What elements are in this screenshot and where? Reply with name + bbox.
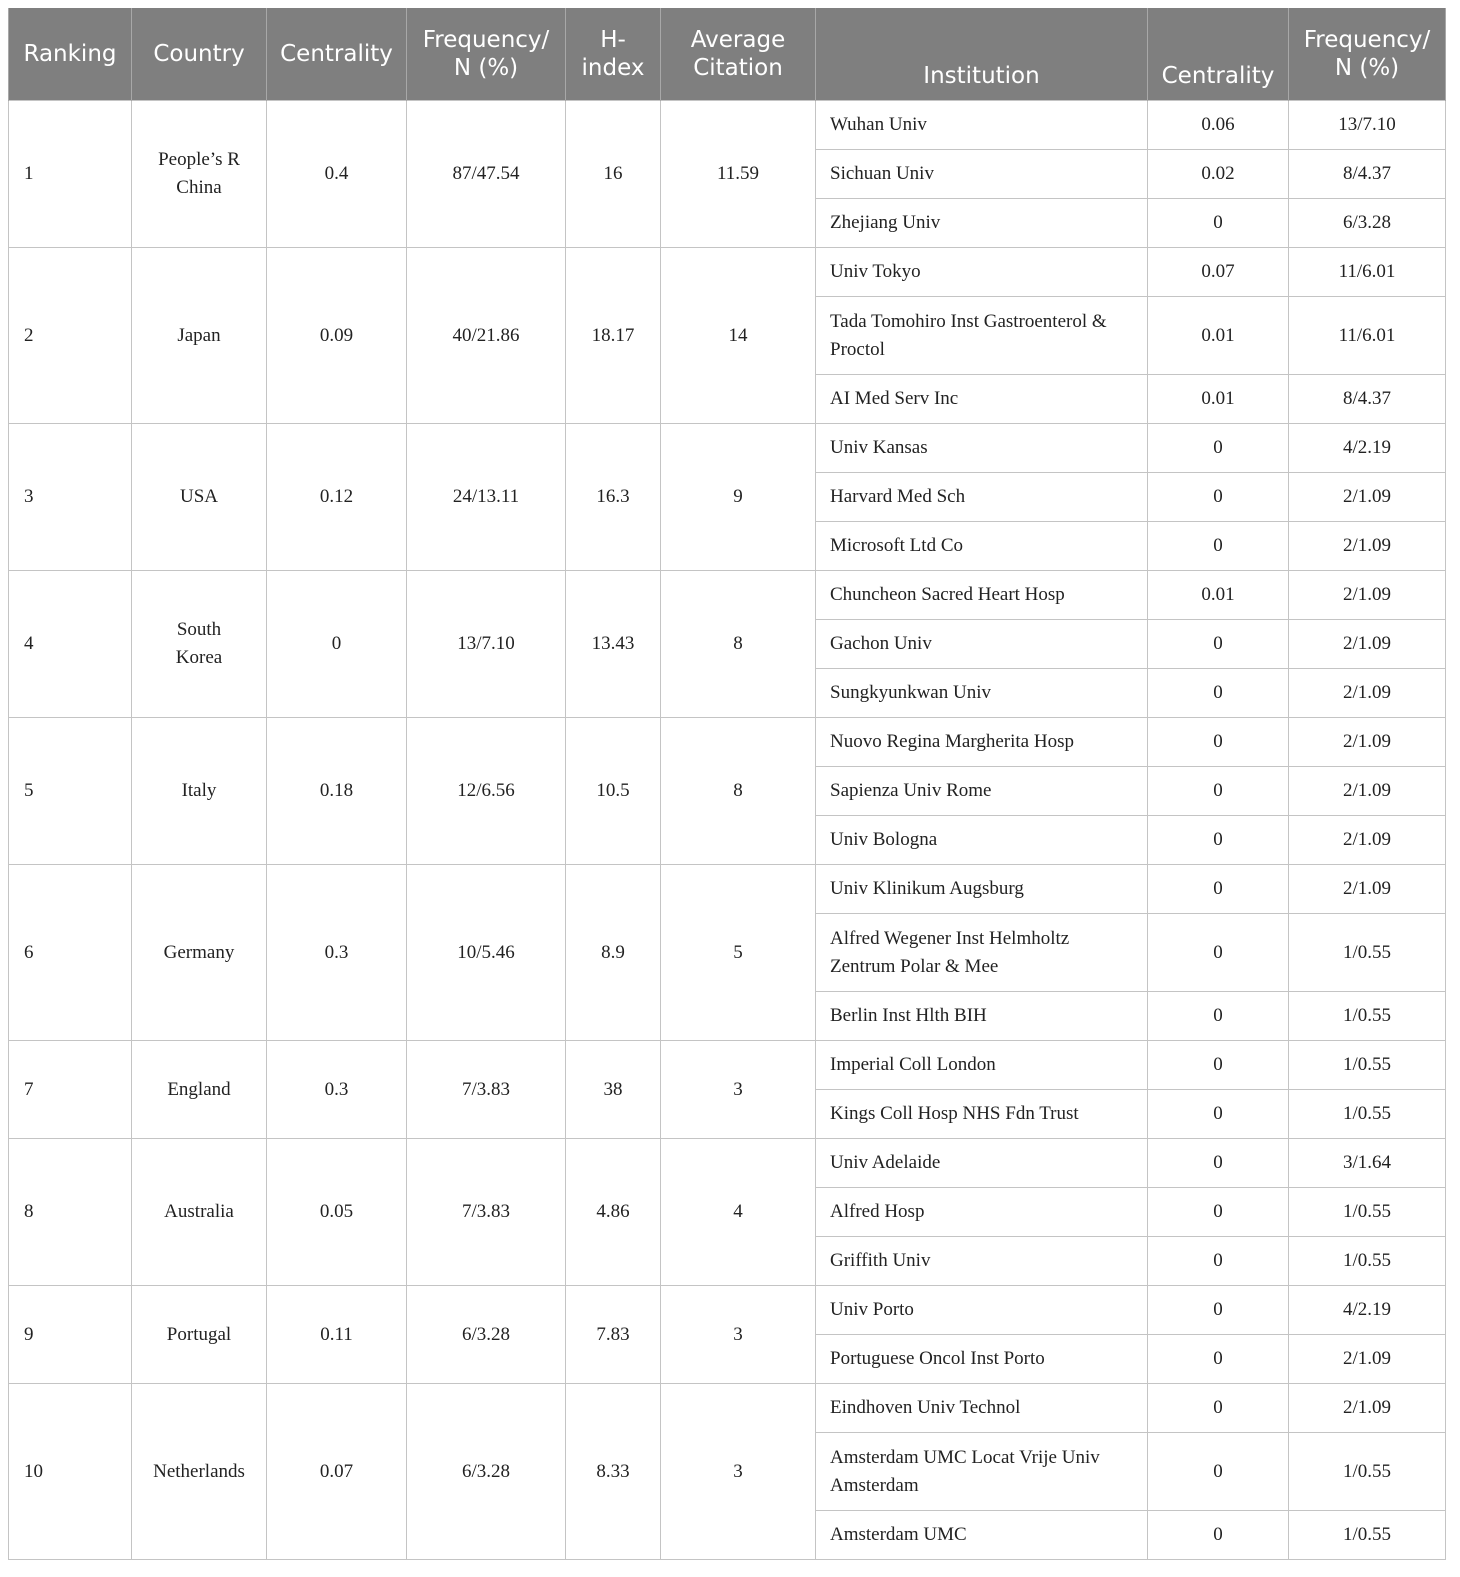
- country-cell: Japan: [132, 248, 267, 424]
- country-frequency-cell: 7/3.83: [407, 1139, 566, 1286]
- country-cell: Germany: [132, 865, 267, 1041]
- institution-frequency-cell: 2/1.09: [1289, 816, 1446, 865]
- institution-centrality-cell: 0: [1148, 473, 1289, 522]
- hindex-cell: 18.17: [566, 248, 661, 424]
- hindex-cell: 16.3: [566, 424, 661, 571]
- average-citation-cell: 5: [661, 865, 816, 1041]
- ranking-cell: 9: [9, 1286, 132, 1384]
- institution-name-cell: Sungkyunkwan Univ: [816, 669, 1148, 718]
- country-centrality-cell: 0.07: [267, 1384, 407, 1560]
- table-row: [9, 571, 1446, 620]
- institution-name-cell: Alfred Hosp: [816, 1188, 1148, 1237]
- country-cell: Italy: [132, 718, 267, 865]
- country-frequency-cell: 10/5.46: [407, 865, 566, 1041]
- institution-centrality-cell: 0: [1148, 816, 1289, 865]
- institution-name-cell: Portuguese Oncol Inst Porto: [816, 1335, 1148, 1384]
- country-cell: People’s R China: [132, 101, 267, 248]
- country-cell: Australia: [132, 1139, 267, 1286]
- institution-centrality-cell: 0: [1148, 914, 1289, 992]
- institution-frequency-cell: 4/2.19: [1289, 424, 1446, 473]
- institution-frequency-cell: 4/2.19: [1289, 1286, 1446, 1335]
- ranking-cell: 4: [9, 571, 132, 718]
- institution-frequency-cell: 8/4.37: [1289, 150, 1446, 199]
- institution-frequency-cell: 2/1.09: [1289, 718, 1446, 767]
- institution-frequency-cell: 1/0.55: [1289, 1090, 1446, 1139]
- header-average-citation: Average Citation: [661, 8, 816, 101]
- table-row: [9, 1041, 1446, 1090]
- ranking-cell: 8: [9, 1139, 132, 1286]
- hindex-cell: 8.33: [566, 1384, 661, 1560]
- institution-name-cell: Sichuan Univ: [816, 150, 1148, 199]
- institution-frequency-cell: 11/6.01: [1289, 248, 1446, 297]
- table-row: [9, 718, 1446, 767]
- institution-name-cell: Kings Coll Hosp NHS Fdn Trust: [816, 1090, 1148, 1139]
- hindex-cell: 38: [566, 1041, 661, 1139]
- average-citation-cell: 11.59: [661, 101, 816, 248]
- institution-name-cell: Univ Porto: [816, 1286, 1148, 1335]
- table-row: [9, 1384, 1446, 1433]
- institution-frequency-cell: 1/0.55: [1289, 1433, 1446, 1511]
- institution-name-cell: Amsterdam UMC: [816, 1511, 1148, 1560]
- ranking-cell: 5: [9, 718, 132, 865]
- country-cell: England: [132, 1041, 267, 1139]
- country-institution-table: [8, 8, 1446, 1560]
- institution-name-cell: Univ Bologna: [816, 816, 1148, 865]
- average-citation-cell: 3: [661, 1041, 816, 1139]
- institution-centrality-cell: 0: [1148, 620, 1289, 669]
- country-centrality-cell: 0.3: [267, 1041, 407, 1139]
- institution-name-cell: Nuovo Regina Margherita Hosp: [816, 718, 1148, 767]
- institution-frequency-cell: 2/1.09: [1289, 522, 1446, 571]
- institution-centrality-cell: 0: [1148, 1188, 1289, 1237]
- institution-centrality-cell: 0: [1148, 767, 1289, 816]
- institution-name-cell: Berlin Inst Hlth BIH: [816, 992, 1148, 1041]
- institution-centrality-cell: 0: [1148, 1384, 1289, 1433]
- institution-frequency-cell: 6/3.28: [1289, 199, 1446, 248]
- header-country: Country: [132, 8, 267, 101]
- header-institution-frequency: Frequency/ N (%): [1289, 8, 1446, 101]
- hindex-cell: 10.5: [566, 718, 661, 865]
- average-citation-cell: 4: [661, 1139, 816, 1286]
- country-centrality-cell: 0.11: [267, 1286, 407, 1384]
- institution-centrality-cell: 0.01: [1148, 297, 1289, 375]
- institution-centrality-cell: 0: [1148, 1139, 1289, 1188]
- hindex-cell: 7.83: [566, 1286, 661, 1384]
- hindex-cell: 4.86: [566, 1139, 661, 1286]
- country-cell: Portugal: [132, 1286, 267, 1384]
- institution-frequency-cell: 2/1.09: [1289, 620, 1446, 669]
- institution-centrality-cell: 0: [1148, 1286, 1289, 1335]
- table-row: [9, 1139, 1446, 1188]
- country-cell: USA: [132, 424, 267, 571]
- country-frequency-cell: 13/7.10: [407, 571, 566, 718]
- institution-frequency-cell: 1/0.55: [1289, 914, 1446, 992]
- country-centrality-cell: 0: [267, 571, 407, 718]
- header-row: [9, 8, 1446, 101]
- institution-centrality-cell: 0: [1148, 522, 1289, 571]
- country-centrality-cell: 0.4: [267, 101, 407, 248]
- country-centrality-cell: 0.09: [267, 248, 407, 424]
- institution-frequency-cell: 1/0.55: [1289, 1237, 1446, 1286]
- average-citation-cell: 9: [661, 424, 816, 571]
- table-row: [9, 865, 1446, 914]
- institution-centrality-cell: 0: [1148, 865, 1289, 914]
- institution-frequency-cell: 11/6.01: [1289, 297, 1446, 375]
- header-centrality: Centrality: [267, 8, 407, 101]
- institution-name-cell: Eindhoven Univ Technol: [816, 1384, 1148, 1433]
- institution-frequency-cell: 2/1.09: [1289, 1335, 1446, 1384]
- ranking-cell: 3: [9, 424, 132, 571]
- institution-name-cell: Harvard Med Sch: [816, 473, 1148, 522]
- institution-centrality-cell: 0: [1148, 669, 1289, 718]
- institution-centrality-cell: 0: [1148, 1335, 1289, 1384]
- institution-name-cell: Chuncheon Sacred Heart Hosp: [816, 571, 1148, 620]
- header-institution-centrality: Centrality: [1148, 8, 1289, 101]
- institution-name-cell: Univ Kansas: [816, 424, 1148, 473]
- country-frequency-cell: 40/21.86: [407, 248, 566, 424]
- country-centrality-cell: 0.12: [267, 424, 407, 571]
- institution-centrality-cell: 0.01: [1148, 375, 1289, 424]
- country-frequency-cell: 24/13.11: [407, 424, 566, 571]
- table-body: [9, 101, 1446, 1560]
- header-hindex: H- index: [566, 8, 661, 101]
- institution-name-cell: Sapienza Univ Rome: [816, 767, 1148, 816]
- institution-name-cell: Univ Adelaide: [816, 1139, 1148, 1188]
- country-frequency-cell: 6/3.28: [407, 1384, 566, 1560]
- institution-centrality-cell: 0: [1148, 199, 1289, 248]
- institution-centrality-cell: 0.07: [1148, 248, 1289, 297]
- hindex-cell: 16: [566, 101, 661, 248]
- table-row: [9, 1286, 1446, 1335]
- institution-centrality-cell: 0: [1148, 1433, 1289, 1511]
- institution-frequency-cell: 2/1.09: [1289, 473, 1446, 522]
- institution-name-cell: Univ Klinikum Augsburg: [816, 865, 1148, 914]
- country-frequency-cell: 12/6.56: [407, 718, 566, 865]
- table-row: [9, 248, 1446, 297]
- table-container: [8, 8, 1445, 1560]
- average-citation-cell: 3: [661, 1286, 816, 1384]
- table-row: [9, 101, 1446, 150]
- institution-frequency-cell: 2/1.09: [1289, 767, 1446, 816]
- institution-centrality-cell: 0: [1148, 1041, 1289, 1090]
- ranking-cell: 6: [9, 865, 132, 1041]
- header-institution: Institution: [816, 8, 1148, 101]
- institution-centrality-cell: 0: [1148, 1090, 1289, 1139]
- country-cell: South Korea: [132, 571, 267, 718]
- institution-frequency-cell: 1/0.55: [1289, 1511, 1446, 1560]
- institution-name-cell: Univ Tokyo: [816, 248, 1148, 297]
- institution-frequency-cell: 1/0.55: [1289, 1188, 1446, 1237]
- institution-centrality-cell: 0.06: [1148, 101, 1289, 150]
- institution-frequency-cell: 1/0.55: [1289, 992, 1446, 1041]
- institution-frequency-cell: 13/7.10: [1289, 101, 1446, 150]
- ranking-cell: 2: [9, 248, 132, 424]
- ranking-cell: 10: [9, 1384, 132, 1560]
- country-centrality-cell: 0.05: [267, 1139, 407, 1286]
- institution-centrality-cell: 0: [1148, 1511, 1289, 1560]
- hindex-cell: 8.9: [566, 865, 661, 1041]
- institution-frequency-cell: 2/1.09: [1289, 669, 1446, 718]
- header-ranking: Ranking: [9, 8, 132, 101]
- institution-name-cell: Amsterdam UMC Locat Vrije Univ Amsterdam: [816, 1433, 1148, 1511]
- institution-centrality-cell: 0: [1148, 718, 1289, 767]
- ranking-cell: 7: [9, 1041, 132, 1139]
- institution-name-cell: Gachon Univ: [816, 620, 1148, 669]
- average-citation-cell: 14: [661, 248, 816, 424]
- average-citation-cell: 8: [661, 571, 816, 718]
- average-citation-cell: 3: [661, 1384, 816, 1560]
- institution-frequency-cell: 3/1.64: [1289, 1139, 1446, 1188]
- institution-name-cell: Alfred Wegener Inst Helmholtz Zentrum Polar & Mee: [816, 914, 1148, 992]
- institution-name-cell: Tada Tomohiro Inst Gastroenterol & Proctol: [816, 297, 1148, 375]
- country-centrality-cell: 0.18: [267, 718, 407, 865]
- country-frequency-cell: 87/47.54: [407, 101, 566, 248]
- institution-frequency-cell: 8/4.37: [1289, 375, 1446, 424]
- institution-name-cell: Zhejiang Univ: [816, 199, 1148, 248]
- ranking-cell: 1: [9, 101, 132, 248]
- institution-name-cell: Microsoft Ltd Co: [816, 522, 1148, 571]
- institution-name-cell: Imperial Coll London: [816, 1041, 1148, 1090]
- country-frequency-cell: 6/3.28: [407, 1286, 566, 1384]
- institution-name-cell: AI Med Serv Inc: [816, 375, 1148, 424]
- institution-name-cell: Griffith Univ: [816, 1237, 1148, 1286]
- institution-centrality-cell: 0.01: [1148, 571, 1289, 620]
- institution-centrality-cell: 0: [1148, 424, 1289, 473]
- country-centrality-cell: 0.3: [267, 865, 407, 1041]
- institution-name-cell: Wuhan Univ: [816, 101, 1148, 150]
- institution-centrality-cell: 0: [1148, 992, 1289, 1041]
- institution-frequency-cell: 1/0.55: [1289, 1041, 1446, 1090]
- header-frequency: Frequency/ N (%): [407, 8, 566, 101]
- hindex-cell: 13.43: [566, 571, 661, 718]
- average-citation-cell: 8: [661, 718, 816, 865]
- institution-frequency-cell: 2/1.09: [1289, 571, 1446, 620]
- institution-centrality-cell: 0.02: [1148, 150, 1289, 199]
- country-cell: Netherlands: [132, 1384, 267, 1560]
- country-frequency-cell: 7/3.83: [407, 1041, 566, 1139]
- institution-centrality-cell: 0: [1148, 1237, 1289, 1286]
- institution-frequency-cell: 2/1.09: [1289, 1384, 1446, 1433]
- table-row: [9, 424, 1446, 473]
- institution-frequency-cell: 2/1.09: [1289, 865, 1446, 914]
